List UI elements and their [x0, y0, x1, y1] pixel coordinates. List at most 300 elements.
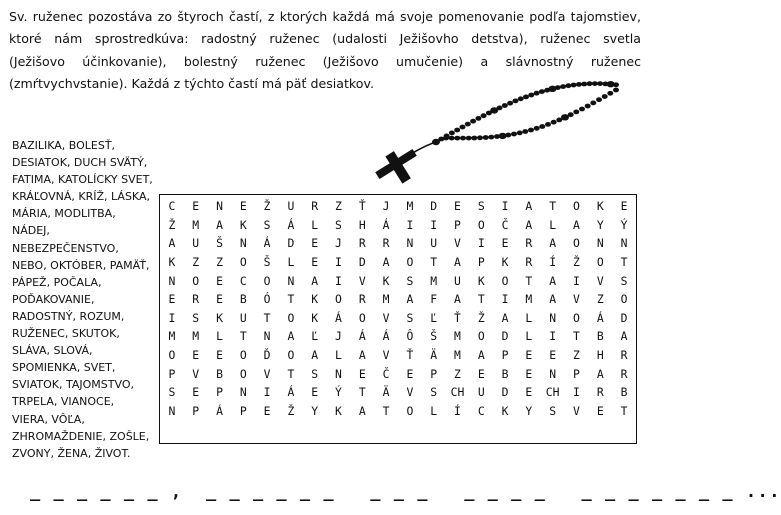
grid-cell: M: [168, 329, 176, 344]
grid-cell: U: [287, 199, 295, 214]
grid-cell: O: [192, 273, 200, 288]
grid-cell: Ž: [263, 199, 271, 214]
grid-cell: O: [168, 348, 176, 363]
grid-cell: I: [501, 199, 509, 214]
grid-cell: O: [287, 348, 295, 363]
grid-cell: N: [549, 366, 557, 381]
grid-cell: O: [573, 236, 580, 251]
intro-line: ktoré nám sprostredkúva: radostný ruženec (udalosti Ježišovho detstva), ruženec svetla: [9, 31, 641, 47]
rosary-bead: [596, 97, 602, 102]
grid-cell: B: [216, 366, 223, 381]
rosary-bead: [523, 95, 529, 100]
grid-cell: S: [335, 217, 342, 232]
grid-cell: U: [477, 385, 485, 400]
word-list-line: SPOMIENKA, SVET,: [12, 361, 116, 375]
word-list-line: NEBEZPEČENSTVO,: [12, 241, 119, 255]
grid-cell: E: [477, 366, 485, 381]
rosary-bead: [534, 126, 540, 131]
grid-row: [160, 253, 636, 272]
grid-cell: M: [406, 199, 414, 214]
grid-cell: D: [620, 310, 628, 325]
grid-cell: N: [549, 310, 557, 325]
grid-cell: K: [239, 217, 247, 232]
word-list-line: SVIATOK, TAJOMSTVO,: [12, 378, 134, 392]
grid-cell: A: [477, 348, 485, 363]
grid-cell: R: [192, 292, 200, 307]
grid-cell: A: [549, 273, 557, 288]
rosary-bead: [613, 88, 619, 93]
grid-cell: Ľ: [311, 329, 319, 344]
grid-cell: Š: [263, 255, 271, 270]
rosary-bead: [475, 116, 481, 121]
grid-cell: R: [596, 385, 604, 400]
grid-cell: T: [525, 273, 533, 288]
grid-cell: B: [239, 292, 247, 307]
grid-cell: E: [216, 273, 223, 288]
word-list-line: BAZILIKA, BOLESŤ,: [12, 139, 116, 152]
grid-cell: A: [573, 217, 580, 232]
grid-cell: T: [549, 199, 557, 214]
grid-cell: O: [358, 310, 366, 325]
rosary-bead: [545, 122, 551, 127]
grid-cell: U: [192, 236, 200, 251]
grid-row: [160, 364, 636, 383]
grid-cell: CH: [450, 385, 465, 400]
grid-cell: Ä: [430, 348, 438, 363]
grid-row: [160, 271, 636, 290]
rosary-bead: [539, 124, 545, 129]
grid-cell: N: [287, 273, 295, 288]
grid-cell: J: [335, 329, 342, 344]
grid-cell: O: [406, 255, 414, 270]
grid-cell: E: [239, 199, 247, 214]
grid-cell: K: [311, 310, 319, 325]
grid-cell: J: [335, 236, 342, 251]
grid-cell: A: [596, 366, 604, 381]
grid-cell: V: [596, 273, 604, 288]
grid-cell: R: [358, 236, 366, 251]
grid-cell: M: [454, 329, 461, 344]
grid-cell: V: [406, 385, 414, 400]
grid-cell: Ž: [168, 217, 176, 232]
grid-cell: E: [358, 366, 366, 381]
word-list-line: PÁPEŽ, POČALA,: [12, 275, 102, 289]
rosary-illustration: [370, 64, 632, 192]
grid-cell: T: [287, 366, 295, 381]
grid-cell: E: [549, 348, 557, 363]
grid-cell: R: [311, 199, 319, 214]
grid-cell: V: [382, 348, 390, 363]
rosary-bead: [466, 136, 472, 141]
word-list: [12, 137, 153, 462]
grid-cell: E: [168, 292, 176, 307]
grid-cell: Z: [573, 348, 580, 363]
rosary-bead: [518, 96, 524, 101]
grid-cell: I: [573, 273, 580, 288]
grid-cell: A: [454, 255, 461, 270]
grid-cell: Z: [216, 255, 223, 270]
grid-row: [160, 402, 636, 421]
rosary-bead: [613, 82, 619, 87]
grid-cell: N: [596, 236, 604, 251]
grid-cell: K: [216, 310, 223, 325]
grid-cell: K: [501, 255, 509, 270]
grid-cell: U: [430, 236, 438, 251]
rosary-bead: [571, 83, 577, 88]
grid-cell: N: [263, 329, 271, 344]
grid-cell: I: [430, 217, 438, 232]
grid-cell: O: [573, 310, 580, 325]
grid-cell: Á: [263, 236, 271, 251]
grid-cell: R: [620, 348, 628, 363]
grid-cell: I: [406, 217, 414, 232]
grid-cell: Š: [430, 329, 438, 344]
grid-cell: A: [525, 217, 533, 232]
grid-cell: Ž: [573, 255, 580, 270]
rosary-bead: [481, 113, 487, 118]
grid-cell: Á: [358, 329, 366, 344]
grid-cell: R: [358, 292, 366, 307]
grid-cell: Š: [216, 236, 223, 251]
grid-cell: P: [501, 348, 509, 363]
grid-cell: A: [525, 199, 533, 214]
grid-cell: Ž: [477, 310, 485, 325]
intro-line: (Ježišovo účinkovanie), bolestný ruženec (Ježišovo umučenie) a slávnostný ruženec: [9, 53, 641, 69]
grid-cell: D: [358, 255, 366, 270]
grid-cell: E: [525, 385, 533, 400]
grid-cell: Ý: [620, 217, 628, 232]
rosary-bead: [560, 84, 566, 89]
grid-cell: E: [192, 385, 200, 400]
grid-cell: S: [406, 310, 414, 325]
grid-cell: A: [358, 348, 366, 363]
grid-cell: K: [501, 403, 509, 418]
grid-cell: E: [311, 385, 319, 400]
grid-cell: N: [216, 199, 223, 214]
grid-row: [160, 290, 636, 309]
grid-cell: L: [430, 403, 438, 418]
grid-cell: O: [477, 329, 485, 344]
grid-row: [160, 309, 636, 328]
grid-cell: P: [477, 255, 485, 270]
grid-cell: E: [620, 199, 628, 214]
rosary-bead: [585, 104, 591, 109]
grid-cell: A: [620, 329, 628, 344]
word-list-line: NÁDEJ,: [12, 224, 50, 238]
rosary-bead: [581, 82, 587, 87]
grid-cell: A: [168, 236, 176, 251]
rosary-bead: [454, 128, 460, 133]
grid-cell: A: [382, 255, 390, 270]
grid-cell: T: [358, 385, 366, 400]
grid-cell: N: [168, 403, 176, 418]
word-list-line: RADOSTNÝ, ROZUM,: [12, 309, 125, 323]
grid-row: [160, 383, 636, 402]
grid-cell: N: [239, 385, 247, 400]
grid-cell: A: [549, 292, 557, 307]
word-list-line: VIERA, VÔĽA,: [12, 412, 85, 426]
grid-cell: O: [596, 255, 604, 270]
grid-cell: A: [454, 292, 461, 307]
grid-cell: Ť: [454, 310, 461, 325]
grid-cell: I: [501, 292, 509, 307]
grid-cell: S: [549, 403, 557, 418]
rosary-bead: [539, 89, 545, 94]
grid-cell: V: [573, 292, 580, 307]
rosary-bead: [507, 101, 513, 106]
grid-cell: N: [620, 236, 628, 251]
rosary-bead: [454, 136, 460, 141]
grid-cell: M: [382, 292, 390, 307]
grid-cell: V: [192, 366, 200, 381]
word-list-line: RUŽENEC, SKUTOK,: [12, 327, 120, 341]
grid-cell: E: [311, 255, 319, 270]
grid-cell: Y: [311, 403, 319, 418]
grid-cell: T: [430, 255, 438, 270]
grid-cell: Z: [335, 199, 342, 214]
rosary-bead: [460, 125, 466, 130]
grid-cell: Ž: [287, 403, 295, 418]
rosary-bead: [607, 91, 613, 96]
grid-cell: P: [573, 366, 580, 381]
grid-cell: E: [216, 292, 223, 307]
grid-cell: D: [501, 385, 509, 400]
grid-cell: T: [287, 292, 295, 307]
grid-cell: L: [311, 217, 319, 232]
grid-cell: Ä: [382, 385, 390, 400]
grid-cell: M: [192, 329, 200, 344]
grid-row: [160, 346, 636, 365]
grid-cell: L: [549, 217, 557, 232]
grid-cell: Í: [454, 403, 461, 418]
grid-cell: L: [525, 310, 533, 325]
grid-cell: E: [501, 236, 509, 251]
word-list-line: ZVONY, ŽENA, ŽIVOT.: [12, 446, 131, 460]
grid-cell: Ď: [263, 348, 271, 363]
grid-cell: Á: [287, 385, 295, 400]
grid-cell: Ť: [406, 348, 414, 363]
word-list-line: KRÁĽOVNÁ, KRÍŽ, LÁSKA,: [12, 190, 150, 204]
grid-cell: H: [596, 348, 604, 363]
rosary-bead: [494, 134, 500, 139]
answer-blanks: _ _ _ _ _ _ , _ _ _ _ _ _ _ _ _ _ _ _ _ _ _ _ _ _ _ _ ...: [30, 482, 781, 502]
grid-cell: Í: [549, 255, 557, 270]
grid-cell: A: [549, 236, 557, 251]
grid-cell: B: [596, 329, 604, 344]
grid-row: [160, 234, 636, 253]
grid-cell: T: [382, 403, 390, 418]
word-list-line: MÁRIA, MODLITBA,: [12, 207, 116, 221]
rosary-bead: [551, 120, 557, 125]
grid-cell: A: [406, 292, 414, 307]
grid-cell: E: [311, 236, 319, 251]
grid-cell: B: [620, 385, 628, 400]
grid-cell: V: [382, 310, 390, 325]
grid-cell: T: [239, 329, 247, 344]
grid-cell: Á: [287, 217, 295, 232]
grid-cell: Ó: [263, 292, 271, 307]
rosary-bead: [449, 136, 455, 141]
grid-cell: R: [525, 236, 533, 251]
grid-cell: K: [382, 273, 390, 288]
grid-cell: Á: [382, 217, 390, 232]
grid-cell: E: [596, 403, 604, 418]
rosary-bead: [522, 129, 528, 134]
grid-cell: Z: [596, 292, 604, 307]
grid-cell: O: [263, 273, 271, 288]
grid-cell: O: [335, 292, 342, 307]
grid-cell: S: [406, 273, 414, 288]
grid-cell: A: [287, 329, 295, 344]
grid-cell: T: [620, 255, 628, 270]
rosary-bead: [573, 110, 579, 115]
grid-cell: Ť: [358, 199, 366, 214]
rosary-bead: [590, 101, 596, 106]
rosary-bead: [579, 107, 585, 112]
grid-cell: P: [168, 366, 176, 381]
grid-cell: J: [382, 199, 390, 214]
rosary-bead: [597, 81, 603, 86]
rosary-bead: [576, 82, 582, 87]
grid-cell: A: [311, 273, 319, 288]
grid-cell: O: [287, 310, 295, 325]
grid-cell: Á: [216, 403, 223, 418]
grid-cell: T: [620, 403, 628, 418]
grid-cell: Č: [382, 366, 390, 381]
word-list-line: TRPELA, VIANOCE,: [12, 395, 115, 409]
grid-cell: L: [525, 329, 533, 344]
word-list-line: NEBO, OKTÓBER, PAMÄŤ,: [12, 258, 150, 272]
grid-cell: I: [549, 329, 557, 344]
grid-cell: Ý: [335, 385, 342, 400]
grid-cell: O: [239, 255, 247, 270]
grid-cell: O: [239, 348, 247, 363]
grid-cell: E: [263, 403, 271, 418]
grid-cell: V: [454, 236, 461, 251]
grid-cell: N: [335, 366, 342, 381]
grid-cell: Č: [501, 217, 509, 232]
grid-cell: K: [477, 273, 485, 288]
rosary-bead: [471, 136, 477, 141]
grid-cell: K: [168, 255, 176, 270]
grid-cell: P: [192, 403, 200, 418]
grid-cell: O: [573, 199, 580, 214]
word-list-line: SLÁVA, SLOVÁ,: [12, 344, 93, 358]
rosary-bead: [512, 99, 518, 104]
intro-line: (zmŕtvychvstanie). Každá z týchto častí má päť desiatkov.: [9, 76, 374, 92]
grid-cell: M: [192, 217, 200, 232]
grid-cell: M: [525, 292, 533, 307]
grid-cell: A: [358, 403, 366, 418]
grid-cell: Z: [454, 366, 461, 381]
grid-cell: R: [525, 255, 533, 270]
grid-cell: C: [168, 199, 176, 214]
grid-cell: Z: [192, 255, 200, 270]
grid-cell: V: [358, 273, 366, 288]
grid-cell: D: [430, 199, 438, 214]
grid-cell: S: [192, 310, 200, 325]
rosary-bead: [592, 81, 598, 86]
grid-cell: I: [335, 255, 342, 270]
grid-cell: Y: [596, 217, 604, 232]
grid-cell: O: [501, 273, 509, 288]
rosary-bead: [483, 135, 489, 140]
grid-cell: A: [216, 217, 223, 232]
grid-cell: T: [263, 310, 271, 325]
grid-row: [160, 216, 636, 235]
grid-cell: Á: [596, 310, 604, 325]
grid-cell: M: [430, 273, 438, 288]
word-list-line: ZHROMAŽDENIE, ZOŠLE,: [12, 429, 150, 443]
rosary-bead: [502, 103, 508, 108]
grid-cell: E: [192, 348, 200, 363]
word-search-grid: [159, 194, 637, 444]
grid-cell: K: [335, 403, 342, 418]
grid-cell: CH: [545, 385, 560, 400]
grid-cell: Ô: [406, 329, 414, 344]
grid-cell: Ľ: [430, 310, 438, 325]
rosary-bead: [488, 135, 494, 140]
grid-cell: E: [192, 199, 200, 214]
rosary-bead: [449, 131, 455, 136]
grid-cell: I: [263, 385, 271, 400]
grid-cell: S: [620, 273, 628, 288]
grid-cell: K: [311, 292, 319, 307]
grid-cell: L: [287, 255, 295, 270]
grid-cell: P: [239, 403, 247, 418]
grid-cell: O: [477, 217, 485, 232]
grid-cell: B: [501, 366, 509, 381]
grid-cell: E: [525, 348, 533, 363]
grid-cell: I: [168, 310, 176, 325]
grid-cell: L: [216, 329, 223, 344]
grid-cell: I: [335, 273, 342, 288]
grid-cell: Á: [382, 329, 390, 344]
rosary-bead: [511, 132, 517, 137]
grid-cell: H: [358, 217, 366, 232]
grid-cell: Á: [335, 310, 342, 325]
grid-cell: S: [311, 366, 319, 381]
grid-cell: S: [430, 385, 438, 400]
grid-cell: E: [525, 366, 533, 381]
grid-cell: S: [477, 199, 485, 214]
grid-row: [160, 197, 636, 216]
rosary-bead: [517, 131, 523, 136]
grid-cell: P: [454, 217, 461, 232]
rosary-bead: [465, 122, 471, 127]
grid-cell: A: [311, 348, 319, 363]
grid-cell: P: [430, 366, 438, 381]
word-list-line: FATIMA, KATOLÍCKY SVET,: [12, 173, 153, 187]
rosary-bead: [587, 81, 593, 86]
grid-cell: Y: [525, 403, 533, 418]
grid-cell: P: [216, 385, 223, 400]
rosary-bead: [528, 128, 534, 133]
grid-cell: M: [454, 348, 461, 363]
rosary-beads-icon: [432, 81, 619, 145]
grid-cell: U: [454, 273, 461, 288]
grid-cell: E: [454, 199, 461, 214]
grid-cell: L: [335, 348, 342, 363]
grid-cell: T: [573, 329, 580, 344]
rosary-bead: [460, 136, 466, 141]
rosary-bead: [470, 119, 476, 124]
rosary-bead: [556, 118, 562, 123]
grid-cell: R: [620, 366, 628, 381]
grid-cell: N: [406, 236, 414, 251]
grid-cell: I: [573, 385, 580, 400]
grid-cell: I: [477, 236, 485, 251]
